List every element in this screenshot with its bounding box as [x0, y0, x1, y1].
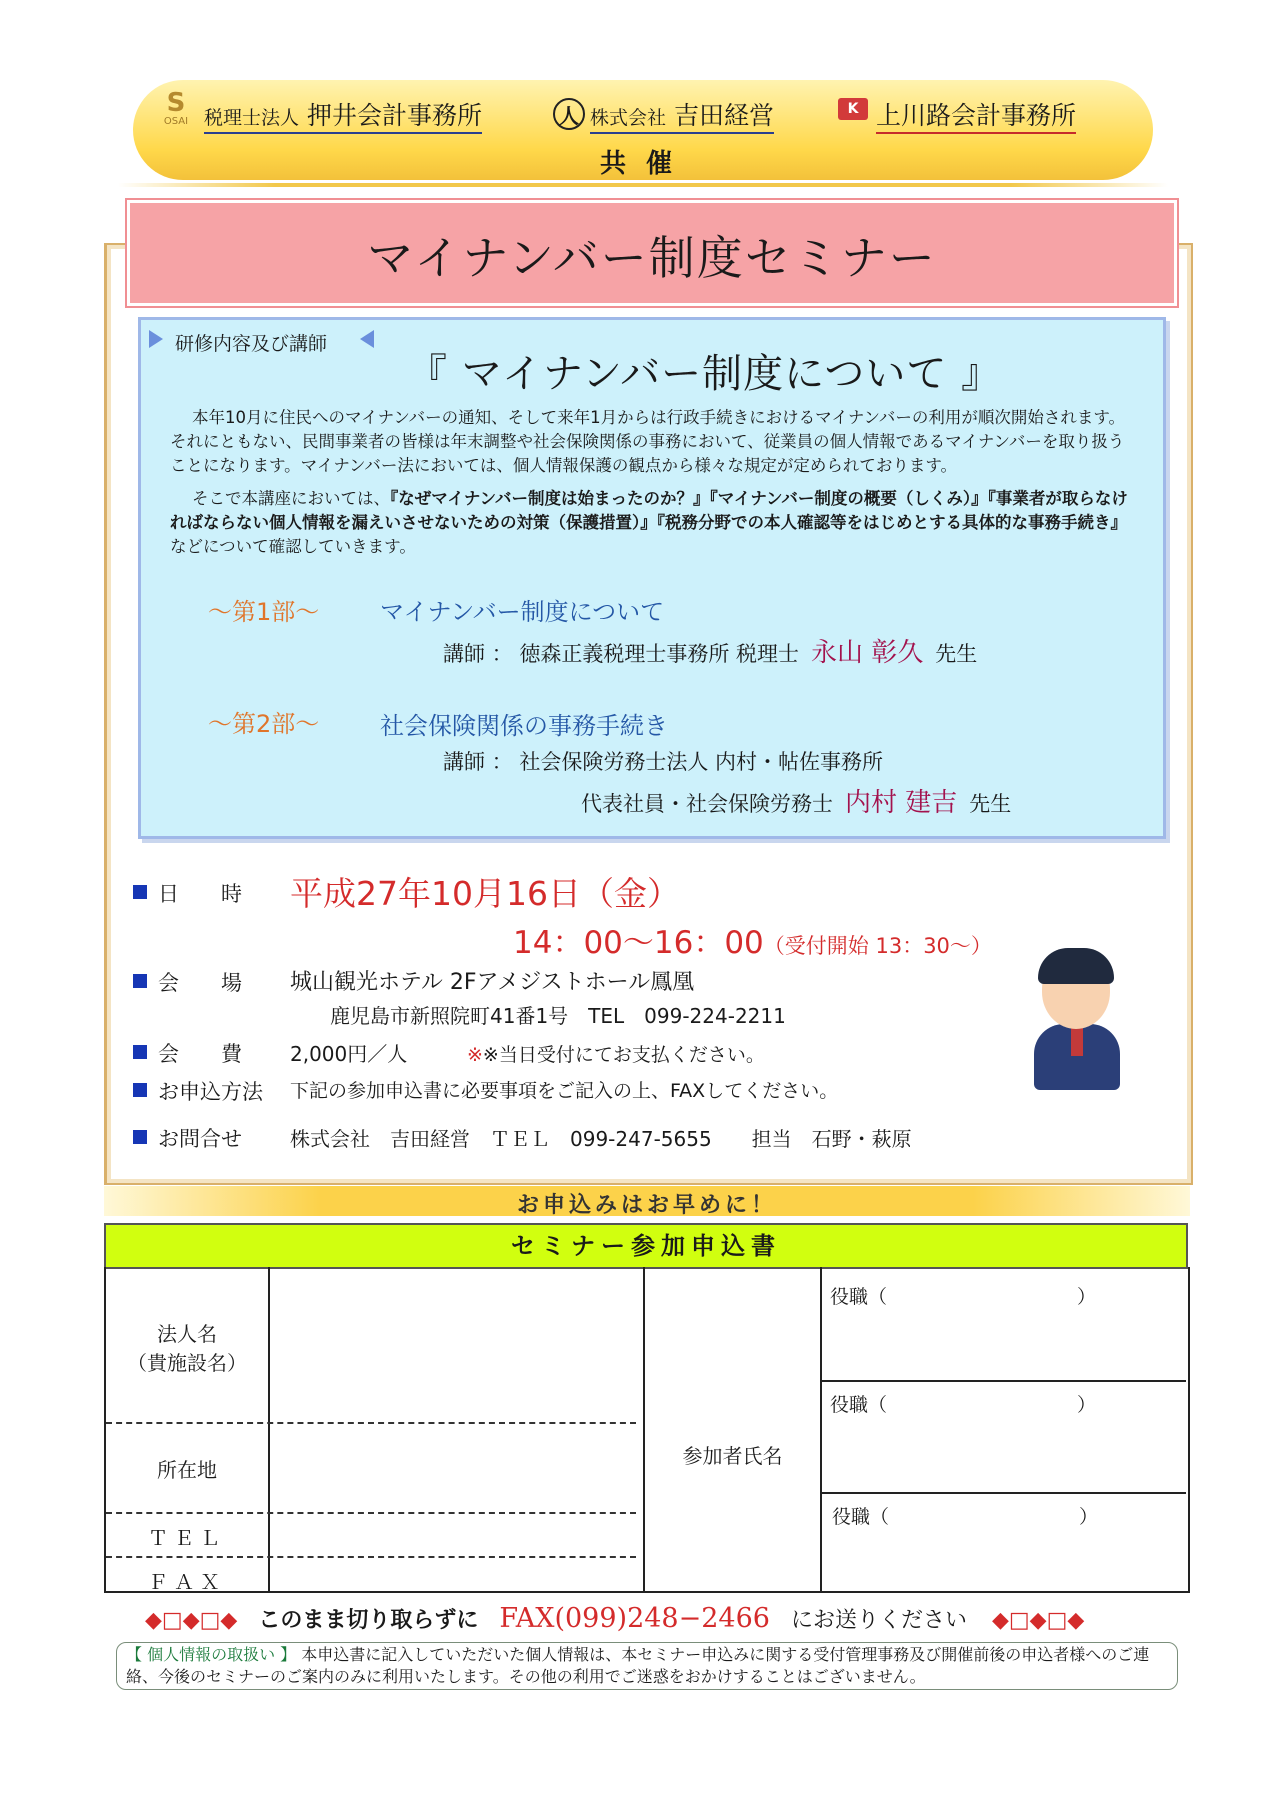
main-topic: 『 マイナンバー制度について 』 [407, 351, 1003, 397]
kamikawaji-logo-icon: K [838, 98, 868, 120]
fee-note: ※※当日受付にてお支払ください。 [467, 1044, 765, 1066]
fee-amount: 2,000円／人 [290, 1042, 408, 1066]
part2-label: ～第2部～ [208, 710, 320, 738]
part1-title: マイナンバー制度について [380, 598, 665, 626]
triangle-right-icon [149, 330, 163, 348]
kyosai-label: 共催 [600, 149, 693, 179]
tel-label: ＴＥＬ [148, 1526, 226, 1550]
host-kamikawaji: 上川路会計事務所 [876, 96, 1076, 132]
participant-label: 参加者氏名 [682, 1444, 783, 1468]
yoshida-logo-icon [553, 98, 585, 130]
triangle-left-icon [360, 330, 374, 348]
venue-name: 城山観光ホテル 2Fアメジストホール鳳凰 [290, 970, 695, 995]
event-date: 平成27年10月16日（金） [290, 874, 680, 913]
page-title: マイナンバー制度セミナー [367, 231, 937, 285]
part2-title: 社会保険関係の事務手続き [380, 712, 668, 740]
fax-instruction: ◆□◆□◆ このまま切り取らずに FAX(099)248−2466 にお送りください ◆□◆□◆ [145, 1603, 1085, 1634]
fax-label: ＦＡＸ [148, 1570, 226, 1594]
apply-method: 下記の参加申込書に必要事項をご記入の上、FAXしてください。 [290, 1080, 839, 1102]
hayame-text: お申込みはお早めに！ [516, 1193, 777, 1218]
event-time: 14：00～16：00（受付開始 13：30～） [513, 925, 992, 961]
host-oshii: 税理士法人 押井会計事務所 [204, 96, 482, 132]
bullet-square-icon [133, 1083, 147, 1097]
form-divider [820, 1267, 822, 1593]
form-row-divider [820, 1380, 1186, 1382]
fee-label: 会 費 [158, 1042, 242, 1066]
banner-underline [118, 183, 1168, 187]
form-row-divider [820, 1492, 1186, 1494]
fax-field[interactable] [270, 1558, 642, 1592]
section-label: 研修内容及び講師 [175, 333, 328, 355]
part1-lecturer: 講師 ： 徳森正義税理士事務所 税理士 永山 彰久 先生 [443, 638, 978, 668]
apply-label: お申込方法 [158, 1080, 263, 1104]
part1-label: ～第1部～ [208, 598, 320, 626]
address-field[interactable] [270, 1424, 642, 1510]
date-label: 日 時 [158, 882, 242, 906]
venue-address: 鹿児島市新照院町41番1号 TEL 099-224-2211 [330, 1004, 786, 1028]
participant-role-1[interactable]: 役職（ ） [830, 1286, 1097, 1308]
host-yoshida: 株式会社 吉田経営 [590, 96, 774, 132]
contact-label: お問合せ [158, 1127, 242, 1151]
bullet-square-icon [133, 885, 147, 899]
address-label: 所在地 [157, 1458, 217, 1482]
part2-lecturer-org: 講師 ： 社会保険労務士法人 内村・帖佐事務所 [443, 750, 884, 774]
participant-role-3[interactable]: 役職（ ） [832, 1506, 1099, 1528]
bullet-square-icon [133, 974, 147, 988]
bullet-square-icon [133, 1045, 147, 1059]
tel-field[interactable] [270, 1514, 642, 1554]
osai-logo: S OSAI [163, 88, 189, 127]
tie-icon [1071, 1026, 1083, 1056]
corp-name-label: 法人名 （貴施設名） [127, 1322, 247, 1375]
participant-role-2[interactable]: 役職（ ） [830, 1394, 1097, 1416]
corp-name-field[interactable] [270, 1269, 642, 1421]
bullet-square-icon [133, 1130, 147, 1144]
course-paragraph: そこで本講座においては、『なぜマイナンバー制度は始まったのか？』『マイナンバー制度の概要（しくみ）』『事業者が取らなければならない個人情報を漏えいさせないための対策（保護措置）』『税務分野での本人確認等をはじめとする具体的な事務手続き』などについて確認していきます。 [170, 489, 1128, 556]
contact-info: 株式会社 吉田経営 ＴＥＬ 099-247-5655 担当 石野・萩原 [290, 1127, 912, 1151]
venue-label: 会 場 [158, 971, 242, 995]
form-divider [643, 1267, 645, 1593]
privacy-notice: 【 個人情報の取扱い 】 本申込書に記入していただいた個人情報は、本セミナー申込みに関する受付管理事務及び開催前後の申込者様へのご連絡、今後のセミナーのご案内のみに利用いたします。その他の利用でご迷惑をおかけすることはございません。 [126, 1645, 1150, 1686]
form-title: セミナー参加申込書 [104, 1223, 1188, 1269]
intro-paragraph: 本年10月に住民へのマイナンバーの通知、そして来年1月からは行政手続きにおけるマイナンバーの利用が順次開始されます。それにともない、民間事業者の皆様は年末調整や社会保険関係の事務において、従業員の個人情報であるマイナンバーを取り扱うことになります。マイナンバー法においては、個人情報保護の観点から様々な規定が定められております。 [170, 408, 1126, 475]
part2-lecturer: 代表社員・社会保険労務士 内村 建吉 先生 [581, 788, 1012, 818]
